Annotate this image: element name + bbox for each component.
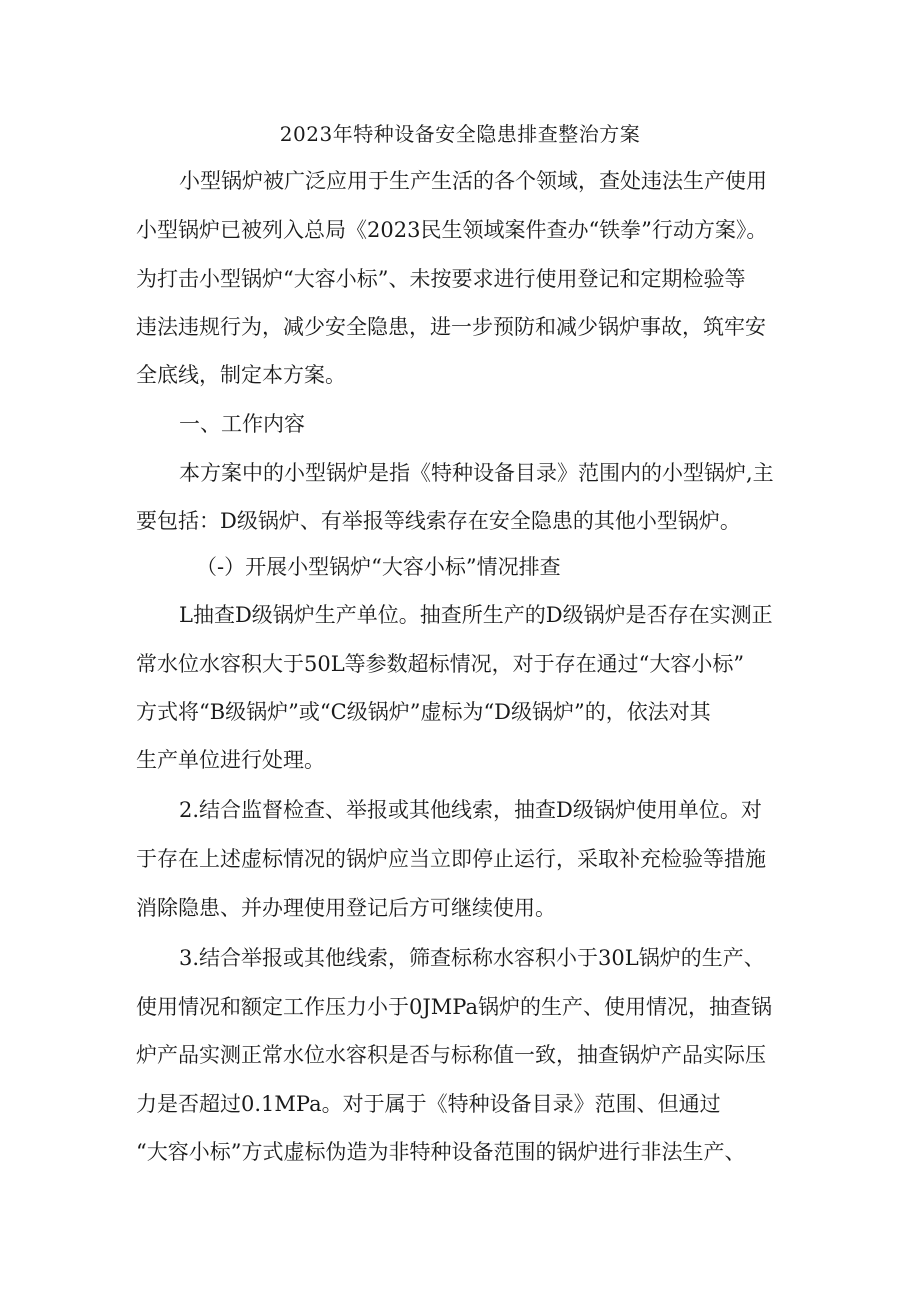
paragraph-line: 小型锅炉被广泛应用于生产生活的各个领域，查处违法生产使用 <box>179 169 767 193</box>
paragraph-line: 方式将“B级锅炉”或“C级锅炉”虚标为“D级锅炉”的，依法对其 <box>136 700 711 724</box>
paragraph-line: 2.结合监督检查、举报或其他线索，抽查D级锅炉使用单位。对 <box>179 798 762 822</box>
section-heading: 一、工作内容 <box>179 412 305 436</box>
paragraph-line: 于存在上述虚标情况的锅炉应当立即停止运行，采取补充检验等措施 <box>136 847 766 871</box>
paragraph-line: L抽查D级锅炉生产单位。抽查所生产的D级锅炉是否存在实测正 <box>179 603 773 627</box>
paragraph-line: 消除隐患、并办理使用登记后方可继续使用。 <box>136 896 556 920</box>
paragraph-line: 小型锅炉已被列入总局《2023民生领域案件查办“铁拳”行动方案》。 <box>136 218 768 242</box>
paragraph-line: 违法违规行为，减少安全隐患，进一步预防和减少锅炉事故，筑牢安 <box>136 315 766 339</box>
paragraph-line: 生产单位进行处理。 <box>136 748 325 772</box>
paragraph-line: 本方案中的小型锅炉是指《特种设备目录》范围内的小型锅炉,主 <box>179 461 774 485</box>
paragraph-line: “大容小标”方式虚标伪造为非特种设备范围的锅炉进行非法生产、 <box>136 1140 746 1164</box>
paragraph-line: 为打击小型锅炉“大容小标”、未按要求进行使用登记和定期检验等 <box>136 267 746 291</box>
paragraph-line: 炉产品实测正常水位水容积是否与标称值一致，抽查锅炉产品实际压 <box>136 1043 766 1067</box>
paragraph-line: 3.结合举报或其他线索，筛查标称水容积小于30L锅炉的生产、 <box>179 946 765 970</box>
subsection-heading: （-）开展小型锅炉“大容小标”情况排查 <box>196 555 561 579</box>
paragraph-line: 力是否超过0.1MPa。对于属于《特种设备目录》范围、但通过 <box>136 1092 721 1116</box>
paragraph-line: 常水位水容积大于50L等参数超标情况，对于存在通过“大容小标” <box>136 652 745 676</box>
paragraph-line: 全底线，制定本方案。 <box>136 363 346 387</box>
paragraph-line: 要包括：D级锅炉、有举报等线索存在安全隐患的其他小型锅炉。 <box>136 509 741 533</box>
paragraph-line: 使用情况和额定工作压力小于0JMPa锅炉的生产、使用情况，抽查锅 <box>136 995 772 1019</box>
document-title: 2023年特种设备安全隐患排查整治方案 <box>279 122 641 146</box>
